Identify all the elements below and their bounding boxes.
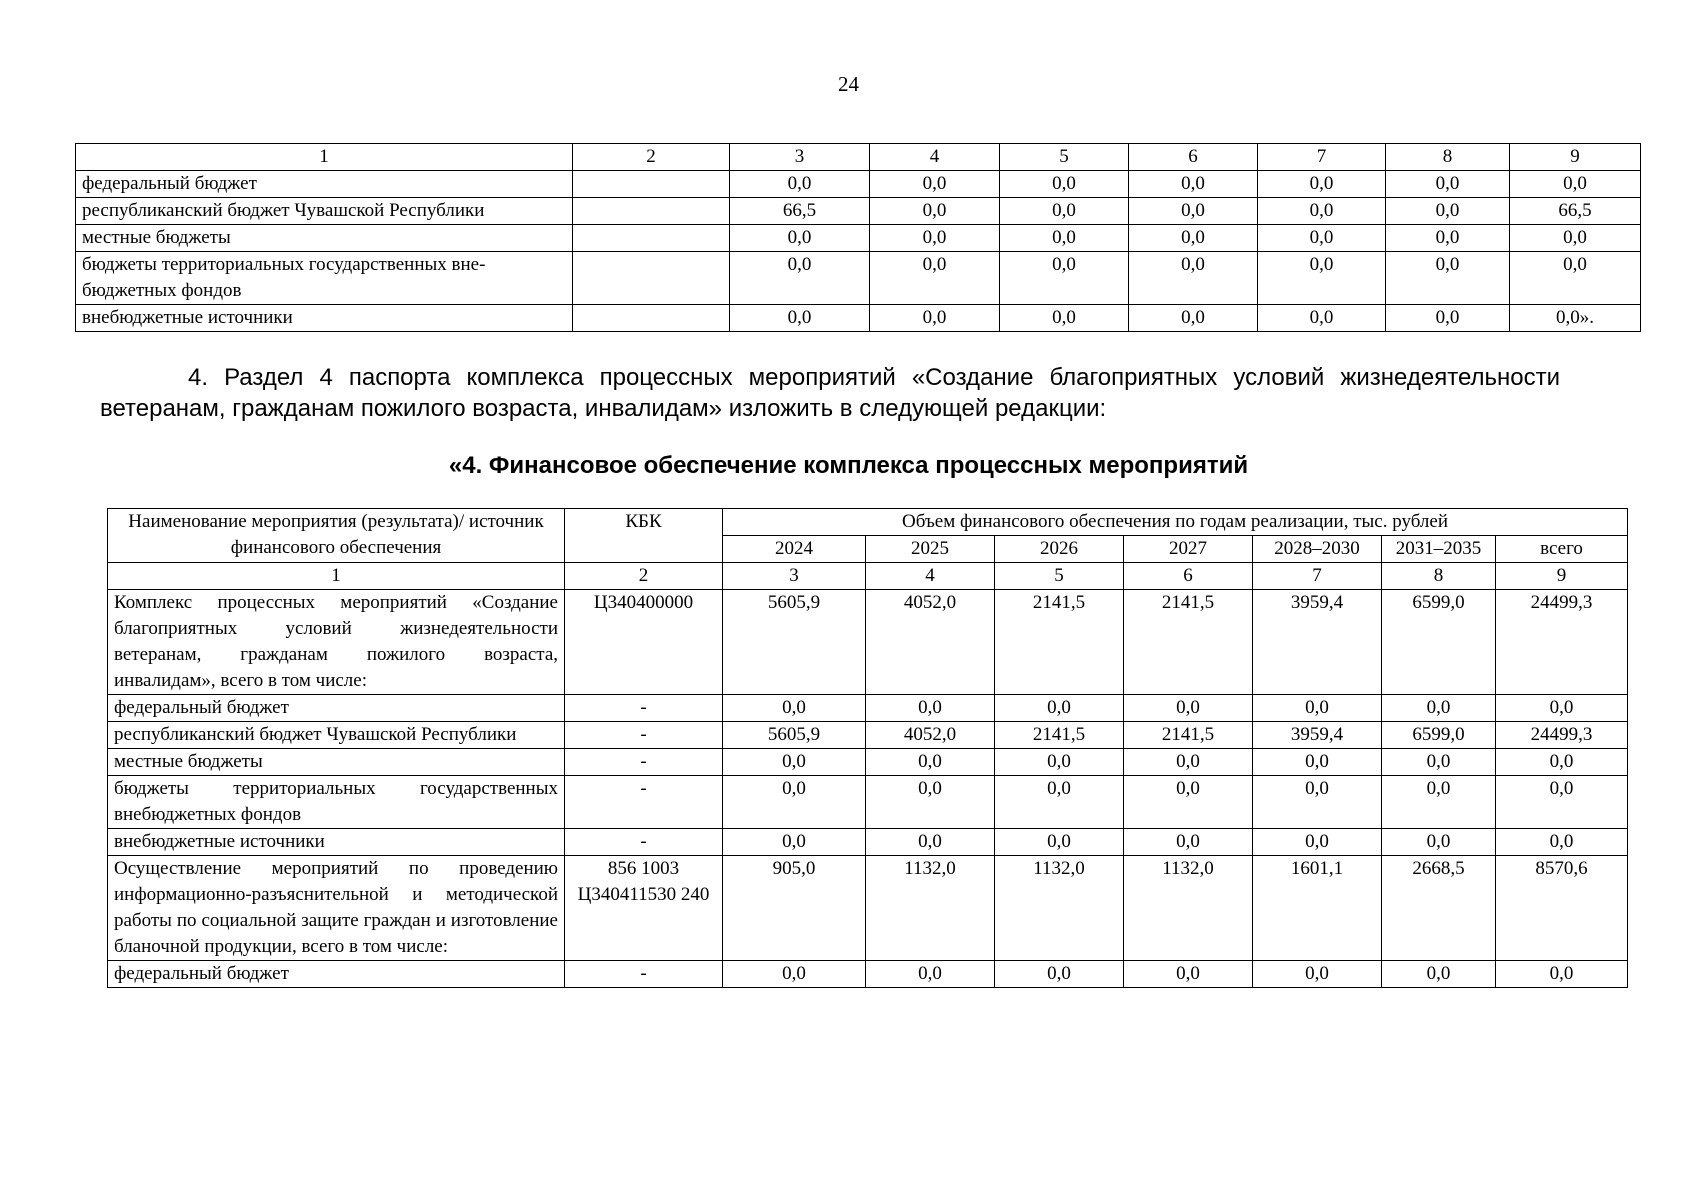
column-number-cell: 9: [1496, 563, 1628, 590]
table-row: [108, 961, 1628, 988]
value-cell: 905,0: [723, 856, 866, 961]
value-cell: 0,0: [1510, 171, 1641, 198]
value-cell: 0,0: [1382, 749, 1496, 776]
column-number-cell: 2: [573, 144, 730, 171]
kbk-cell: [573, 305, 730, 332]
value-cell: 0,0: [1382, 961, 1496, 988]
value-cell: 0,0: [1496, 749, 1628, 776]
value-cell: 0,0: [1129, 225, 1258, 252]
header-name-cell: Наименование мероприятия (результата)/ источник финансового обеспечения: [108, 509, 565, 563]
column-number-row: [76, 144, 1641, 171]
value-cell: 0,0: [723, 749, 866, 776]
value-cell: 0,0: [730, 171, 870, 198]
value-cell: 0,0: [866, 776, 995, 829]
column-number-cell: 4: [866, 563, 995, 590]
table-row: [108, 829, 1628, 856]
value-cell: 24499,3: [1496, 722, 1628, 749]
activity-name-cell: внебюджетные источники: [108, 829, 565, 856]
value-cell: 0,0: [723, 961, 866, 988]
activity-name-cell: Комплекс процессных мероприятий «Создание благоприятных условий жизнедеятельности ветеранам, гражданам пожилого возраста, инвалидам», всего в том числе:: [108, 590, 565, 695]
source-name-cell: внебюджетные источники: [76, 305, 573, 332]
value-cell: 0,0: [1386, 171, 1510, 198]
value-cell: 0,0: [730, 305, 870, 332]
source-name-cell: бюджеты территориальных государственных внебюджетных фондов: [76, 252, 573, 305]
value-cell: 0,0: [1253, 961, 1382, 988]
value-cell: 0,0: [1386, 198, 1510, 225]
value-cell: 0,0: [1386, 252, 1510, 305]
year-header-cell: 2024: [723, 536, 866, 563]
activity-name-cell: федеральный бюджет: [108, 695, 565, 722]
year-header-cell: всего: [1496, 536, 1628, 563]
table-row: [108, 590, 1628, 695]
kbk-cell: Ц340400000: [565, 590, 723, 695]
value-cell: 2141,5: [1124, 722, 1253, 749]
value-cell: 0,0: [1124, 695, 1253, 722]
source-name-cell: местные бюджеты: [76, 225, 573, 252]
value-cell: 66,5: [1510, 198, 1641, 225]
table-row: [76, 305, 1641, 332]
kbk-cell: -: [565, 749, 723, 776]
value-cell: 2141,5: [1124, 590, 1253, 695]
kbk-cell: [573, 225, 730, 252]
value-cell: 0,0: [1124, 749, 1253, 776]
value-cell: 0,0: [1000, 198, 1129, 225]
kbk-cell: -: [565, 961, 723, 988]
value-cell: 0,0: [1253, 776, 1382, 829]
value-cell: 0,0: [1000, 225, 1129, 252]
page-number: 24: [838, 72, 859, 96]
column-number-cell: 7: [1253, 563, 1382, 590]
column-number-cell: 5: [995, 563, 1124, 590]
value-cell: 0,0: [1382, 695, 1496, 722]
column-number-cell: 8: [1386, 144, 1510, 171]
value-cell: 0,0: [1386, 305, 1510, 332]
header-kbk-cell: КБК: [565, 509, 723, 563]
value-cell: 0,0: [1129, 171, 1258, 198]
value-cell: 0,0: [1382, 776, 1496, 829]
value-cell: 0,0».: [1510, 305, 1641, 332]
kbk-cell: 856 1003 Ц340411530 240: [565, 856, 723, 961]
value-cell: 0,0: [866, 829, 995, 856]
value-cell: 0,0: [1124, 961, 1253, 988]
kbk-cell: -: [565, 829, 723, 856]
value-cell: 0,0: [866, 749, 995, 776]
value-cell: 0,0: [1510, 225, 1641, 252]
value-cell: 0,0: [1258, 198, 1386, 225]
activity-name-cell: федеральный бюджет: [108, 961, 565, 988]
value-cell: 0,0: [995, 776, 1124, 829]
value-cell: 1132,0: [866, 856, 995, 961]
column-number-cell: 2: [565, 563, 723, 590]
kbk-cell: -: [565, 776, 723, 829]
value-cell: 1132,0: [1124, 856, 1253, 961]
column-number-cell: 8: [1382, 563, 1496, 590]
activity-name-cell: бюджеты территориальных государственных внебюджетных фондов: [108, 776, 565, 829]
value-cell: 0,0: [870, 171, 1000, 198]
value-cell: 2141,5: [995, 590, 1124, 695]
value-cell: 0,0: [995, 695, 1124, 722]
value-cell: 0,0: [870, 198, 1000, 225]
column-number-cell: 9: [1510, 144, 1641, 171]
column-number-cell: 5: [1000, 144, 1129, 171]
value-cell: 0,0: [995, 749, 1124, 776]
column-number-cell: 4: [870, 144, 1000, 171]
source-name-cell: федеральный бюджет: [76, 171, 573, 198]
value-cell: 1132,0: [995, 856, 1124, 961]
value-cell: 0,0: [1000, 171, 1129, 198]
table-row: [76, 171, 1641, 198]
activity-name-cell: Осуществление мероприятий по проведению информационно-разъяснительной и методической работы по социальной защите граждан и изготовление бланочной продукции, всего в том числе:: [108, 856, 565, 961]
column-number-cell: 1: [108, 563, 565, 590]
section-title: «4. Финансовое обеспечение комплекса процессных мероприятий: [448, 452, 1249, 479]
kbk-cell: [573, 198, 730, 225]
value-cell: 0,0: [730, 225, 870, 252]
value-cell: 0,0: [1258, 171, 1386, 198]
column-number-cell: 6: [1129, 144, 1258, 171]
value-cell: 0,0: [1496, 829, 1628, 856]
value-cell: 0,0: [1382, 829, 1496, 856]
value-cell: 4052,0: [866, 722, 995, 749]
year-header-cell: 2031–2035: [1382, 536, 1496, 563]
year-header-cell: 2025: [866, 536, 995, 563]
value-cell: 66,5: [730, 198, 870, 225]
value-cell: 0,0: [995, 961, 1124, 988]
value-cell: 0,0: [723, 776, 866, 829]
column-number-cell: 1: [76, 144, 573, 171]
financing-table-continued: [75, 143, 1641, 332]
value-cell: 0,0: [730, 252, 870, 305]
value-cell: 2141,5: [995, 722, 1124, 749]
activity-name-cell: местные бюджеты: [108, 749, 565, 776]
value-cell: 0,0: [866, 695, 995, 722]
column-number-cell: 3: [730, 144, 870, 171]
value-cell: 0,0: [1129, 198, 1258, 225]
value-cell: 0,0: [1000, 252, 1129, 305]
value-cell: 0,0: [1386, 225, 1510, 252]
amendment-paragraph: 4. Раздел 4 паспорта комплекса процессных мероприятий «Создание благоприятных условий жизнедеятельности ветеранам, гражданам пожилого возраста, инвалидам» изложить в следующей редакции:: [100, 364, 1560, 422]
year-header-cell: 2028–2030: [1253, 536, 1382, 563]
table-row: [108, 695, 1628, 722]
value-cell: 0,0: [1496, 695, 1628, 722]
value-cell: 0,0: [995, 829, 1124, 856]
value-cell: 6599,0: [1382, 590, 1496, 695]
value-cell: 2668,5: [1382, 856, 1496, 961]
activity-name-cell: республиканский бюджет Чувашской Республики: [108, 722, 565, 749]
year-header-cell: 2026: [995, 536, 1124, 563]
value-cell: 0,0: [1000, 305, 1129, 332]
value-cell: 0,0: [1510, 252, 1641, 305]
source-name-cell: республиканский бюджет Чувашской Республики: [76, 198, 573, 225]
value-cell: 0,0: [1253, 695, 1382, 722]
value-cell: 0,0: [866, 961, 995, 988]
table-row: [76, 252, 1641, 305]
value-cell: 0,0: [1124, 776, 1253, 829]
value-cell: 0,0: [1496, 776, 1628, 829]
year-header-cell: 2027: [1124, 536, 1253, 563]
financing-table: [107, 508, 1628, 988]
value-cell: 0,0: [870, 225, 1000, 252]
value-cell: 3959,4: [1253, 590, 1382, 695]
value-cell: 24499,3: [1496, 590, 1628, 695]
column-number-cell: 7: [1258, 144, 1386, 171]
value-cell: 6599,0: [1382, 722, 1496, 749]
column-number-cell: 3: [723, 563, 866, 590]
value-cell: 0,0: [870, 252, 1000, 305]
value-cell: 4052,0: [866, 590, 995, 695]
kbk-cell: -: [565, 695, 723, 722]
value-cell: 0,0: [1124, 829, 1253, 856]
table-row: [108, 856, 1628, 961]
column-number-row: [108, 563, 1628, 590]
value-cell: 0,0: [723, 829, 866, 856]
value-cell: 5605,9: [723, 590, 866, 695]
value-cell: 0,0: [1258, 252, 1386, 305]
value-cell: 0,0: [723, 695, 866, 722]
kbk-cell: [573, 252, 730, 305]
kbk-cell: -: [565, 722, 723, 749]
value-cell: 0,0: [1253, 749, 1382, 776]
column-number-cell: 6: [1124, 563, 1253, 590]
value-cell: 0,0: [1129, 305, 1258, 332]
value-cell: 0,0: [870, 305, 1000, 332]
table-row: [76, 198, 1641, 225]
value-cell: 5605,9: [723, 722, 866, 749]
value-cell: 1601,1: [1253, 856, 1382, 961]
value-cell: 8570,6: [1496, 856, 1628, 961]
kbk-cell: [573, 171, 730, 198]
value-cell: 0,0: [1253, 829, 1382, 856]
table-row: [108, 749, 1628, 776]
header-volume-cell: Объем финансового обеспечения по годам реализации, тыс. рублей: [723, 509, 1628, 536]
table-row: [108, 776, 1628, 829]
table-row: [76, 225, 1641, 252]
value-cell: 0,0: [1496, 961, 1628, 988]
table-row: [108, 722, 1628, 749]
value-cell: 0,0: [1129, 252, 1258, 305]
value-cell: 0,0: [1258, 225, 1386, 252]
value-cell: 0,0: [1258, 305, 1386, 332]
value-cell: 3959,4: [1253, 722, 1382, 749]
